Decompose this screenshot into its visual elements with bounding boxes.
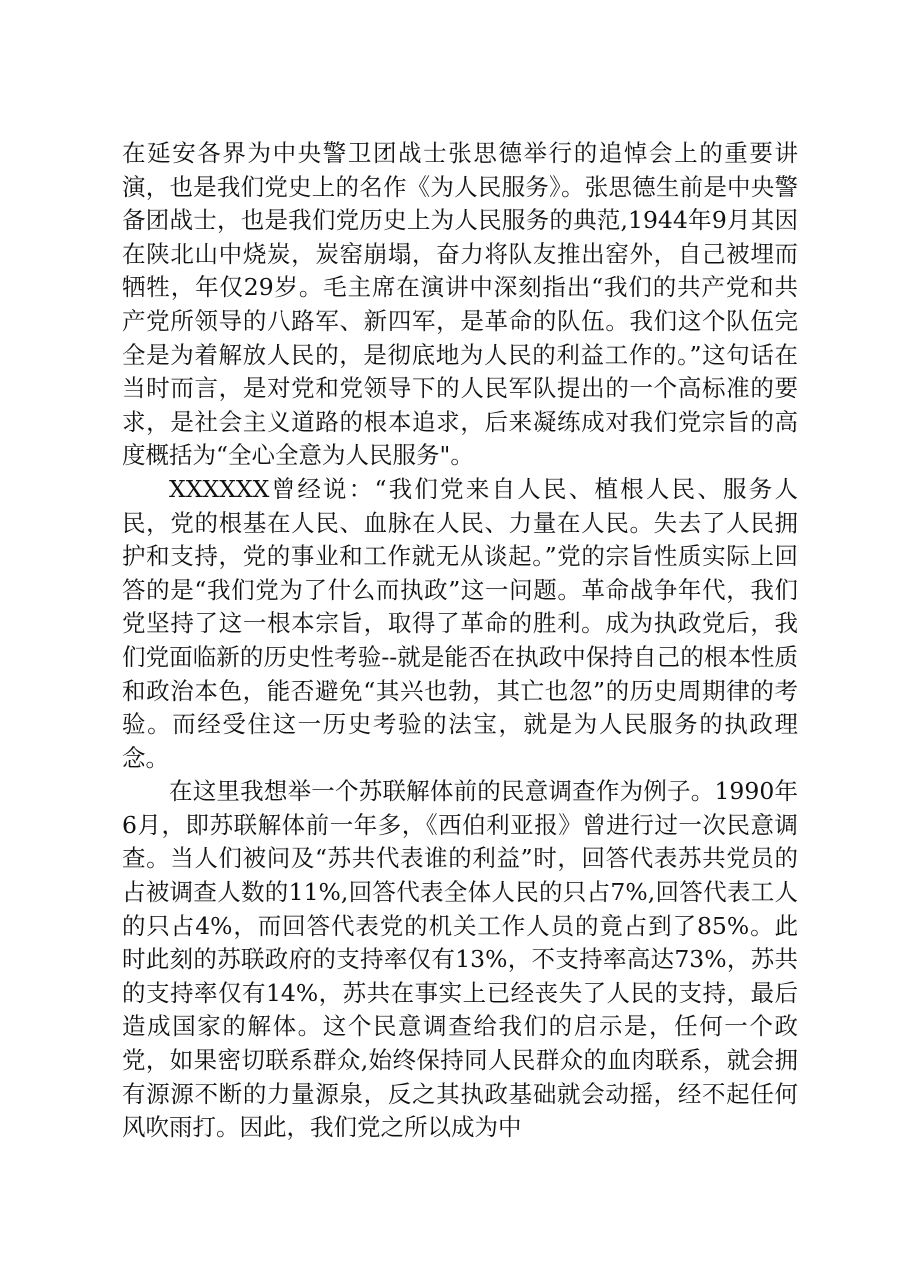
paragraph-2: XXXXXX曾经说：“我们党来自人民、植根人民、服务人民，党的根基在人民、血脉在人民、力量在人民。失去了人民拥护和支持，党的事业和工作就无从谈起。”党的宗旨性质实际上回答的是“我们党为了什么而执政”这一问题。革命战争年代，我们党坚持了这一根本宗旨，取得了革命的胜利。成为执政党后，我们党面临新的历史性考验--就是能否在执政中保持自己的根本性质和政治本色，能否避免“其兴也勃，其亡也忽”的历史周期律的考验。而经受住这一历史考验的法宝，就是为人民服务的执政理念。 [122, 474, 798, 772]
paragraph-3: 在这里我想举一个苏联解体前的民意调查作为例子。1990年6月，即苏联解体前一年多，《西伯利亚报》曾进行过一次民意调查。当人们被问及“苏共代表谁的利益”时，回答代表苏共党员的占被调查人数的11%,回答代表全体人民的只占7%,回答代表工人的只占4%，而回答代表党的机关工作人员的竟占到了85%。此时此刻的苏联政府的支持率仅有13%，不支持率高达73%，苏共的支持率仅有14%，苏共在事实上已经丧失了人民的支持，最后造成国家的解体。这个民意调查给我们的启示是，任何一个政党，如果密切联系群众,始终保持同人民群众的血肉联系，就会拥有源源不断的力量源泉，反之其执政基础就会动摇，经不起任何风吹雨打。因此，我们党之所以成为中 [122, 777, 798, 1142]
paragraph-1: 在延安各界为中央警卫团战士张思德举行的追悼会上的重要讲演，也是我们党史上的名作《为人民服务》。张思德生前是中央警备团战士，也是我们党历史上为人民服务的典范,1944年9月其因在陕北山中烧炭，炭窑崩塌，奋力将队友推出窑外，自己被埋而牺牲，年仅29岁。毛主席在演讲中深刻指出“我们的共产党和共产党所领导的八路军、新四军，是革命的队伍。我们这个队伍完全是为着解放人民的，是彻底地为人民的利益工作的。”这句话在当时而言，是对党和党领导下的人民军队提出的一个高标准的要求，是社会主义道路的根本追求，后来凝练成对我们党宗旨的高度概括为“全心全意为人民服务"。 [122, 139, 798, 470]
document-body [122, 137, 798, 1145]
